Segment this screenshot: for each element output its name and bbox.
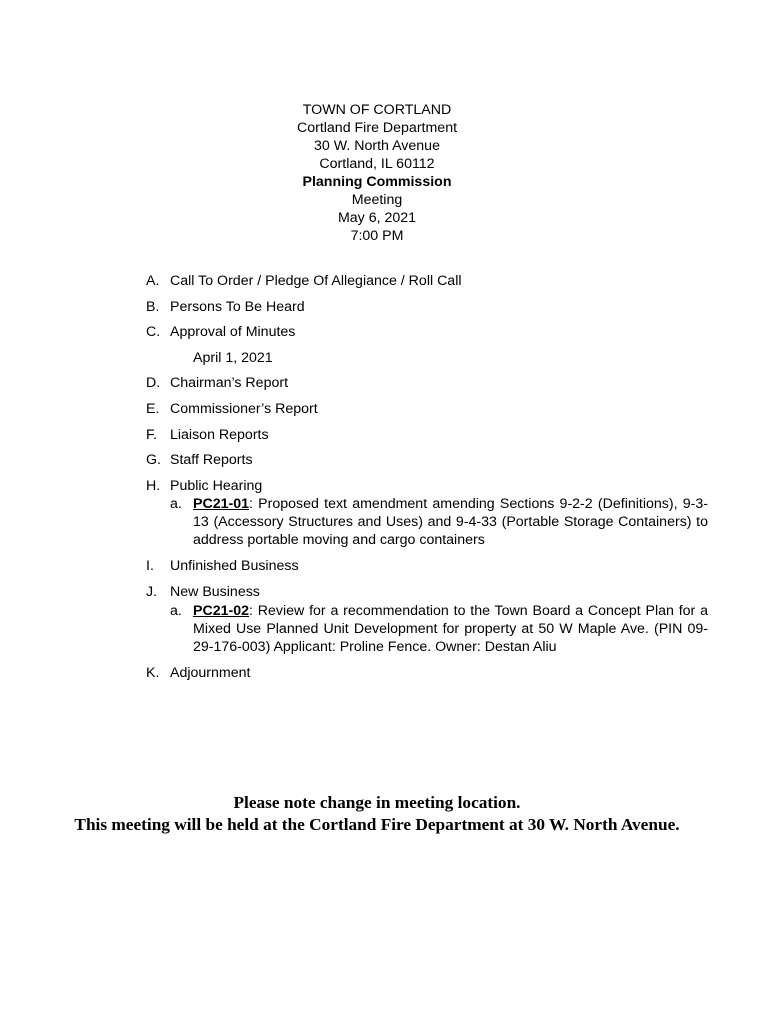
agenda-item-text: Public Hearing — [170, 477, 263, 494]
agenda-letter: J. — [146, 583, 158, 600]
agenda-letter: C. — [146, 324, 161, 341]
agenda-item-text: Persons To Be Heard — [170, 298, 305, 315]
agenda-item-b — [146, 298, 708, 324]
case-code-pc21-01: PC21-01 — [193, 496, 249, 513]
agenda-item-f — [146, 426, 708, 452]
subitem-text: : Proposed text amendment amending Sections 9-2-2 (Definitions), 9-3-13 (Accessory Structures and Uses) and 9-4-33 (Portable Storage Containers) to address portable moving and cargo containers — [193, 496, 708, 549]
agenda-item-i — [146, 557, 708, 583]
agenda-letter: E. — [146, 400, 160, 417]
subitem-text: : Review for a recommendation to the Town Board a Concept Plan for a Mixed Use Planned Unit Development for property at 50 W Maple Ave. (PIN 09-29-176-003) Applicant: Proline Fence. Owner: Destan Aliu — [193, 602, 708, 655]
case-code-pc21-02: PC21-02 — [193, 602, 249, 619]
agenda-letter: D. — [146, 375, 161, 392]
agenda-item-text: New Business — [170, 583, 260, 600]
agenda-item-text: Commissioner’s Report — [170, 400, 318, 417]
agenda-item-text: Chairman’s Report — [170, 375, 289, 392]
document-header — [0, 101, 754, 245]
agenda-letter: I. — [146, 558, 154, 575]
agenda-item-text: Unfinished Business — [170, 558, 299, 575]
commission-title: Planning Commission — [302, 174, 452, 190]
notice-line-2: This meeting will be held at the Cortland Fire Department at 30 W. North Avenue. — [74, 815, 680, 834]
agenda-item-d — [146, 374, 708, 400]
agenda-item-c — [146, 323, 708, 349]
location-name: Cortland Fire Department — [296, 120, 458, 136]
agenda-item-e — [146, 400, 708, 426]
notice-line-1: Please note change in meeting location. — [233, 793, 521, 812]
street-address: 30 W. North Avenue — [314, 138, 440, 154]
agenda-item-a — [146, 272, 708, 298]
location-change-notice — [0, 792, 754, 836]
agenda-letter: G. — [146, 452, 161, 469]
agenda-list — [146, 272, 708, 689]
agenda-item-text: Approval of Minutes — [170, 324, 296, 341]
subitem-letter: a. — [170, 496, 182, 513]
agenda-letter: H. — [146, 477, 161, 494]
meeting-label: Meeting — [351, 192, 403, 208]
agenda-letter: F. — [146, 426, 158, 443]
agenda-item-text: Adjournment — [170, 664, 251, 681]
agenda-item-text: Staff Reports — [170, 452, 253, 469]
town-name: TOWN OF CORTLAND — [302, 102, 452, 118]
meeting-date: May 6, 2021 — [337, 210, 417, 226]
agenda-item-k — [146, 664, 708, 690]
agenda-item-text: Liaison Reports — [170, 426, 269, 443]
minutes-date: April 1, 2021 — [193, 349, 273, 366]
agenda-letter: B. — [146, 298, 160, 315]
agenda-item-text: Call To Order / Pledge Of Allegiance / Roll Call — [170, 273, 462, 289]
agenda-subitem-pc21-01 — [146, 495, 708, 549]
agenda-item-g — [146, 451, 708, 477]
subitem-letter: a. — [170, 602, 182, 619]
city-state-zip: Cortland, IL 60112 — [319, 156, 435, 172]
agenda-letter: A. — [146, 273, 160, 289]
agenda-letter: K. — [146, 664, 160, 681]
meeting-time: 7:00 PM — [350, 228, 404, 244]
agenda-subitem-pc21-02 — [146, 602, 708, 656]
